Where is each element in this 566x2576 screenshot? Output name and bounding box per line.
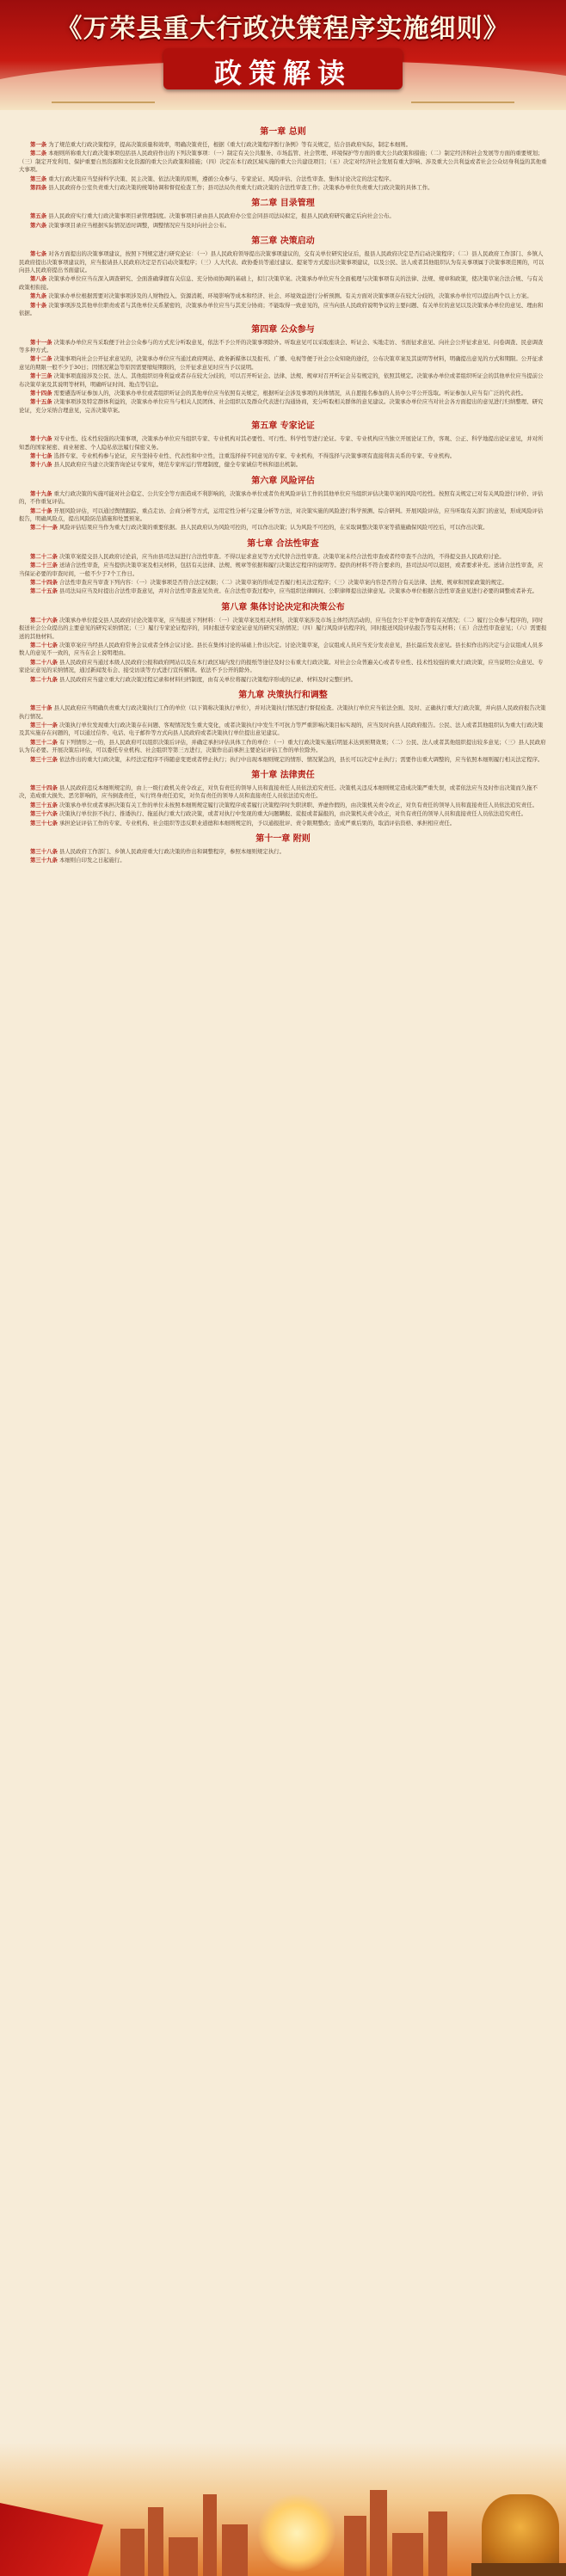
- skyline-building: [370, 2490, 387, 2576]
- article-number: 第三十九条: [30, 857, 58, 864]
- article-number: 第二条: [30, 150, 47, 157]
- article-text: 决策事项向社会公开征求意见的，决策承办单位应当通过政府网站、政务新媒体以及报刊、广播、电视等便于社会公众知晓的途径，公布决策草案及其说明等材料，明确提出意见的方式和期限。公开征求意见的期限一般不少于30日；因情况紧急等原因需要缩短期限的，公开征求意见时应当予以说明。: [19, 355, 544, 371]
- article-text: 本细则所称重大行政决策事项包括县人民政府作出的下列决策事项：（一）制定有关公共服务、市场监管、社会管理、环境保护等方面的重大公共政策和措施；（二）制定经济和社会发展等方面的重要规划；（三）制定开发利用、保护重要自然资源和文化资源的重大公共政策和措施；（四）决定在本行政区域实施的重大公共建设项目；（五）决定对经济社会发展有重大影响、涉及重大公共利益或者社会公众切身利益的其他重大事项。: [19, 150, 547, 174]
- skyline-building: [222, 2524, 248, 2576]
- skyline-building: [148, 2507, 163, 2576]
- article-paragraph: [19, 461, 547, 469]
- article-paragraph: [19, 275, 547, 292]
- chapter-heading: 第四章 公众参与: [251, 324, 315, 335]
- document-body: [19, 120, 547, 2443]
- article-text: 决策执行单位发现重大行政决策存在问题、客观情况发生重大变化，或者决策执行中发生不可抗力等严重影响决策目标实现的，应当及时向县人民政府报告。公民、法人或者其他组织认为重大行政决策及其实施存在问题的，可以通过信件、电话、电子邮件等方式向县人民政府或者决策执行单位提出意见建议。: [19, 721, 544, 737]
- article-text: 县人民政府应当建立决策咨询论证专家库，规范专家库运行管理制度，健全专家诚信考核和退出机制。: [53, 461, 302, 469]
- article-number: 第三十条: [30, 704, 52, 712]
- article-number: 第十七条: [30, 452, 52, 459]
- article-number: 第八条: [30, 275, 47, 283]
- article-text: 对专业性、技术性较强的决策事项，决策承办单位应当组织专家、专业机构对其必要性、可行性、科学性等进行论证。专家、专业机构应当独立开展论证工作，客观、公正、科学地提出论证意见，并对所知悉的国家秘密、商业秘密、个人隐私依法履行保密义务。: [19, 435, 544, 451]
- article-number: 第十六条: [30, 435, 52, 443]
- skyline-building: [203, 2494, 217, 2576]
- decor-line-left: [52, 101, 155, 103]
- chapter-heading: 第三章 决策启动: [251, 237, 315, 247]
- article-text: 本细则自印发之日起施行。: [59, 857, 126, 864]
- article-number: 第七条: [30, 250, 47, 258]
- article-number: 第三十五条: [30, 801, 58, 808]
- article-paragraph: [19, 222, 547, 230]
- page-subtitle: 政策解读: [213, 57, 352, 89]
- article-text: 依法作出的重大行政决策，未经法定程序不得随意变更或者停止执行；执行中出现本细则规定的情形、情况紧急的，县长可以决定中止执行；需要作出重大调整的，应当依照本细则履行相关法定程序。: [59, 755, 544, 763]
- article-paragraph: [19, 355, 547, 372]
- article-text: 需要遴选听证参加人的，决策承办单位或者组织听证会的其他单位应当依照有关规定，根据听证会涉及事项的具体情况，从自愿报名参加的人员中公平公开选取。听证参加人应当有广泛的代表性。: [53, 389, 527, 397]
- footer-illustration: [0, 2443, 566, 2576]
- article-text: 开展风险评估，可以通过舆情跟踪、重点走访、会商分析等方式，运用定性分析与定量分析等方法，对决策实施的风险进行科学预测、综合研判。开展风险评估，应当听取有关部门的意见，形成风险评估报告，明确风险点，提出风险防范措施和处置预案。: [19, 507, 544, 522]
- article-number: 第一条: [30, 141, 47, 148]
- article-text: 决策执行单位拒不执行、推诿执行、拖延执行重大行政决策，或者对执行中发现的重大问题瞒报、谎报或者漏报的，由决策机关责令改正，对负有责任的领导人员和直接责任人员依法追究责任。: [59, 810, 527, 818]
- article-paragraph: [19, 390, 547, 397]
- skyline-building: [120, 2529, 145, 2576]
- article-text: 县人民政府应当通过本级人民政府公报和政府网站以及在本行政区域内发行的报纸等途径及时公布重大行政决策。对社会公众普遍关心或者专业性、技术性较强的重大行政决策，应当说明公众意见、专家论证意见的采纳情况，通过新闻发布会、接受访谈等方式进行宣传解读。依法不予公开的除外。: [19, 658, 544, 674]
- article-paragraph: [19, 553, 547, 561]
- article-number: 第二十一条: [30, 524, 58, 532]
- chapter-heading: 第一章 总则: [260, 127, 306, 137]
- article-number: 第十条: [30, 301, 47, 309]
- header-banner: [0, 0, 566, 110]
- chapter-heading: 第九章 决策执行和调整: [238, 691, 328, 701]
- article-text: 决策事项目录应当根据实际情况适时调整，调整情况应当及时向社会公布。: [48, 221, 231, 229]
- article-paragraph: [19, 810, 547, 818]
- article-number: 第二十六条: [30, 616, 58, 624]
- page-title: 《万荣县重大行政决策程序实施细则》: [56, 14, 510, 44]
- article-text: 决策承办单位应当在深入调查研究、全面准确掌握有关信息、充分协商协调的基础上，拟订决策草案。决策承办单位应当全面梳理与决策事项有关的法律、法规、规章和政策，使决策草案合法合规、与有关政策相衔接。: [19, 275, 544, 291]
- article-number: 第三十七条: [30, 819, 58, 827]
- article-number: 第二十四条: [30, 579, 58, 587]
- article-number: 第二十八条: [30, 658, 58, 666]
- chapter-heading: 第十一章 附则: [255, 833, 311, 844]
- chapter-heading: 第五章 专家论证: [251, 421, 315, 432]
- article-paragraph: [19, 175, 547, 183]
- article-paragraph: [19, 372, 547, 389]
- article-number: 第二十三条: [30, 562, 58, 569]
- article-paragraph: [19, 292, 547, 300]
- article-text: 重大行政决策的实施可能对社会稳定、公共安全等方面造成不利影响的，决策承办单位或者负责风险评估工作的其他单位应当组织评估决策草案的风险可控性。按照有关规定已对有关风险进行评价、评估的，不作重复评估。: [19, 489, 544, 506]
- article-number: 第二十五条: [30, 587, 58, 595]
- article-text: 决策承办单位应当采取便于社会公众参与的方式充分听取意见，依法不予公开的决策事项除外。听取意见可以采取座谈会、听证会、实地走访、书面征求意见、向社会公开征求意见、问卷调查、民意调查等多种方式。: [19, 338, 544, 354]
- article-text: 有下列情形之一的，县人民政府可以组织决策后评估，并确定承担评估具体工作的单位：（一）重大行政决策实施后明显未达到预期效果；（二）公民、法人或者其他组织提出较多意见；（三）县人民政府认为有必要。开展决策后评估，可以委托专业机构、社会组织等第三方进行，决策作出前承担主要论证评估工作的单位除外。: [19, 738, 546, 754]
- article-paragraph: [19, 141, 547, 149]
- article-text: 合法性审查应当审查下列内容：（一）决策事项是否符合法定权限；（二）决策草案的形成是否履行相关法定程序；（三）决策草案内容是否符合有关法律、法规、规章和国家政策的规定。: [59, 579, 508, 587]
- article-paragraph: [19, 150, 547, 174]
- article-text: 对各方面提出的决策事项建议，按照下列规定进行研究论证：（一）县人民政府领导提出决策事项建议的，交有关单位研究论证后，报县人民政府决定是否启动决策程序；（二）县人民政府工作部门、乡镇人民政府提出决策事项建议的，应当报请县人民政府决定是否启动决策程序；（三）人大代表、政协委员等通过建议、提案等方式提出决策事项建议，以及公民、法人或者其他组织认为有关事项属于决策事项范围的，可以向县人民政府提出书面建议。: [19, 250, 544, 274]
- article-paragraph: [19, 848, 547, 856]
- article-number: 第十八条: [30, 461, 52, 469]
- article-paragraph: [19, 587, 547, 595]
- article-number: 第二十九条: [30, 675, 58, 683]
- article-paragraph: [19, 579, 547, 587]
- chapter-heading: 第六章 风险评估: [251, 476, 315, 486]
- article-number: 第三条: [30, 175, 47, 182]
- article-number: 第十五条: [30, 398, 52, 406]
- article-paragraph: [19, 562, 547, 578]
- article-text: 县人民政府工作部门、乡镇人民政府重大行政决策的作出和调整程序，参照本细则规定执行。: [59, 847, 286, 855]
- article-paragraph: [19, 302, 547, 318]
- article-number: 第三十八条: [30, 847, 58, 855]
- sun-glow: [258, 2494, 335, 2572]
- article-text: 决策事项直接涉及公民、法人、其他组织切身利益或者存在较大分歧的，可以召开听证会。法律、法规、规章对召开听证会另有规定的，依照其规定。决策承办单位或者组织听证会的其他单位应当提前公布决策草案及其说明等材料，明确听证时间、地点等信息。: [19, 372, 544, 388]
- article-paragraph: [19, 802, 547, 809]
- article-text: 选择专家、专业机构参与论证，应当坚持专业性、代表性和中立性，注重选择持不同意见的专家、专业机构，不得选择与决策事项有直接利害关系的专家、专业机构。: [53, 452, 456, 459]
- article-number: 第二十二条: [30, 552, 58, 560]
- article-paragraph: [19, 722, 547, 738]
- article-text: 风险评估结果应当作为重大行政决策的重要依据。县人民政府认为风险可控的，可以作出决策；认为风险不可控的，在采取调整决策草案等措施确保风险可控后，可以作出决策。: [59, 524, 489, 532]
- article-text: 决策承办单位或者承担决策有关工作的单位未按照本细则规定履行决策程序或者履行决策程序时失职渎职、弄虚作假的，由决策机关责令改正，对负有责任的领导人员和直接责任人员依法追究责任。: [59, 801, 538, 808]
- article-paragraph: [19, 212, 547, 220]
- article-paragraph: [19, 784, 547, 801]
- article-paragraph: [19, 756, 547, 764]
- article-paragraph: [19, 659, 547, 675]
- article-number: 第五条: [30, 212, 47, 220]
- article-number: 第三十六条: [30, 810, 58, 818]
- article-text: 县人民政府应当明确负责重大行政决策执行工作的单位（以下简称决策执行单位），并对决策执行情况进行督促检查。决策执行单位应当依法全面、及时、正确执行重大行政决策，并向县人民政府报告决策执行情况。: [19, 704, 546, 720]
- chapter-heading: 第八章 集体讨论决定和决策公布: [221, 602, 345, 612]
- chapter-heading: 第十章 法律责任: [251, 770, 315, 780]
- article-text: 为了规范重大行政决策程序，提高决策质量和效率，明确决策责任，根据《重大行政决策程序暂行条例》等有关规定，结合县政府实际，制定本细则。: [48, 141, 411, 148]
- article-number: 第六条: [30, 221, 47, 229]
- article-text: 县人民政府实行重大行政决策事项目录管理制度。决策事项目录由县人民政府办公室会同县司法局拟定，报县人民政府研究确定后向社会公布。: [48, 212, 395, 220]
- article-text: 决策草案应当经县人民政府常务会议或者全体会议讨论。县长在集体讨论的基础上作出决定。讨论决策草案，会议组成人员应当充分发表意见，县长最后发表意见。县长拟作出的决定与会议组成人员多数人的意见不一致的，应当在会上说明理由。: [19, 642, 544, 657]
- article-number: 第四条: [30, 184, 47, 192]
- decor-line-right: [411, 101, 514, 103]
- article-text: 承担论证评估工作的专家、专业机构、社会组织等违反职业道德和本细则规定的，予以通报批评、责令限期整改；造成严重后果的，取消评估资格、承担相应责任。: [59, 819, 456, 827]
- article-text: 决策事项涉及其他单位职责或者与其他单位关系紧密的，决策承办单位应当与其充分协商；不能取得一致意见的，应当向县人民政府说明争议的主要问题、有关单位的意见以及决策承办单位的意见、理由和依据。: [19, 301, 544, 317]
- article-text: 县司法局应当及时提出合法性审查意见，并对合法性审查意见负责。在合法性审查过程中，应当组织法律顾问、公职律师提出法律意见。决策承办单位根据合法性审查意见进行必要的调整或者补充。: [59, 587, 538, 595]
- article-number: 第十一条: [30, 338, 52, 346]
- article-text: 决策承办单位提交县人民政府讨论决策草案，应当报送下列材料：（一）决策草案及相关材料，决策草案涉及市场主体经济活动的，应当包含公平竞争审查的有关情况；（二）履行公众参与程序的，同时报送社会公众提出的主要意见的研究采纳情况；（三）履行专家论证程序的，同时报送专家论证意见的研究采纳情况；（四）履行风险评估程序的，同时报送风险评估报告等有关材料；（五）合法性审查意见；（六）需要报送的其他材料。: [19, 616, 547, 640]
- skyline-building: [344, 2516, 366, 2576]
- article-number: 第三十四条: [30, 784, 58, 791]
- article-paragraph: [19, 250, 547, 274]
- article-number: 第三十三条: [30, 755, 58, 763]
- article-paragraph: [19, 617, 547, 641]
- article-paragraph: [19, 524, 547, 532]
- article-paragraph: [19, 398, 547, 415]
- article-paragraph: [19, 507, 547, 524]
- chapter-heading: 第七章 合法性审查: [247, 538, 319, 549]
- article-text: 县人民政府违反本细则规定的，由上一级行政机关责令改正，对负有责任的领导人员和直接责任人员依法追究责任。决策机关违反本细则规定造成决策严重失误，或者依法应当及时作出决策而久拖不决，造成重大损失、恶劣影响的，应当倒查责任，实行终身责任追究，对负有责任的领导人员和直接责任人员依法追究责任。: [19, 784, 538, 800]
- article-number: 第十三条: [30, 372, 52, 380]
- skyline-building: [428, 2511, 447, 2576]
- article-paragraph: [19, 184, 547, 192]
- skyline-building: [392, 2533, 423, 2576]
- article-number: 第十九条: [30, 489, 52, 497]
- article-number: 第三十二条: [30, 738, 58, 746]
- article-number: 第二十条: [30, 507, 52, 514]
- article-paragraph: [19, 704, 547, 721]
- article-paragraph: [19, 490, 547, 507]
- article-paragraph: [19, 820, 547, 827]
- article-number: 第十四条: [30, 389, 52, 397]
- article-paragraph: [19, 857, 547, 864]
- article-text: 重大行政决策应当坚持科学决策、民主决策、依法决策的原则，遵循公众参与、专家论证、风险评估、合法性审查、集体讨论决定的法定程序。: [48, 175, 395, 182]
- chapter-heading: 第二章 目录管理: [251, 199, 315, 209]
- article-text: 县人民政府应当建立重大行政决策过程记录和材料归档制度，由有关单位将履行决策程序形成的记录、材料及时完整归档。: [59, 675, 357, 683]
- article-number: 第十二条: [30, 355, 52, 363]
- article-paragraph: [19, 435, 547, 452]
- article-text: 决策事项涉及特定群体利益的，决策承办单位应当与相关人民团体、社会组织以及群众代表进行沟通协商，充分听取相关群体的意见建议。决策承办单位应当对社会各方面提出的意见进行归纳整理、研究论证，充分采纳合理意见，完善决策草案。: [19, 398, 544, 414]
- article-paragraph: [19, 739, 547, 755]
- article-text: 决策草案提交县人民政府讨论前，应当由县司法局进行合法性审查。不得以征求意见等方式代替合法性审查。决策草案未经合法性审查或者经审查不合法的，不得提交县人民政府讨论。: [59, 552, 505, 560]
- lion-pedestal: [471, 2563, 566, 2576]
- article-text: 县人民政府办公室负责重大行政决策的统筹协调和督促检查工作；县司法局负责重大行政决策的合法性审查工作；决策承办单位负责重大行政决策的具体工作。: [48, 184, 434, 192]
- article-paragraph: [19, 642, 547, 658]
- article-paragraph: [19, 676, 547, 684]
- article-number: 第三十一条: [30, 721, 58, 729]
- article-text: 决策承办单位根据需要对决策事项涉及的人财物投入、资源消耗、环境影响等成本和经济、社会、环境效益进行分析预测。有关方面对决策事项存在较大分歧的，决策承办单位可以提出两个以上方案。: [48, 292, 532, 300]
- article-paragraph: [19, 452, 547, 460]
- article-paragraph: [19, 339, 547, 355]
- article-number: 第九条: [30, 292, 47, 300]
- article-number: 第二十七条: [30, 642, 58, 649]
- article-text: 送请合法性审查，应当提供决策草案及相关材料，包括有关法律、法规、规章等依据和履行决策法定程序的说明等。提供的材料不符合要求的，县司法局可以退回，或者要求补充。送请合法性审查，应当保证必要的审查时间，一般不少于7个工作日。: [19, 562, 544, 577]
- skyline-building: [169, 2537, 198, 2576]
